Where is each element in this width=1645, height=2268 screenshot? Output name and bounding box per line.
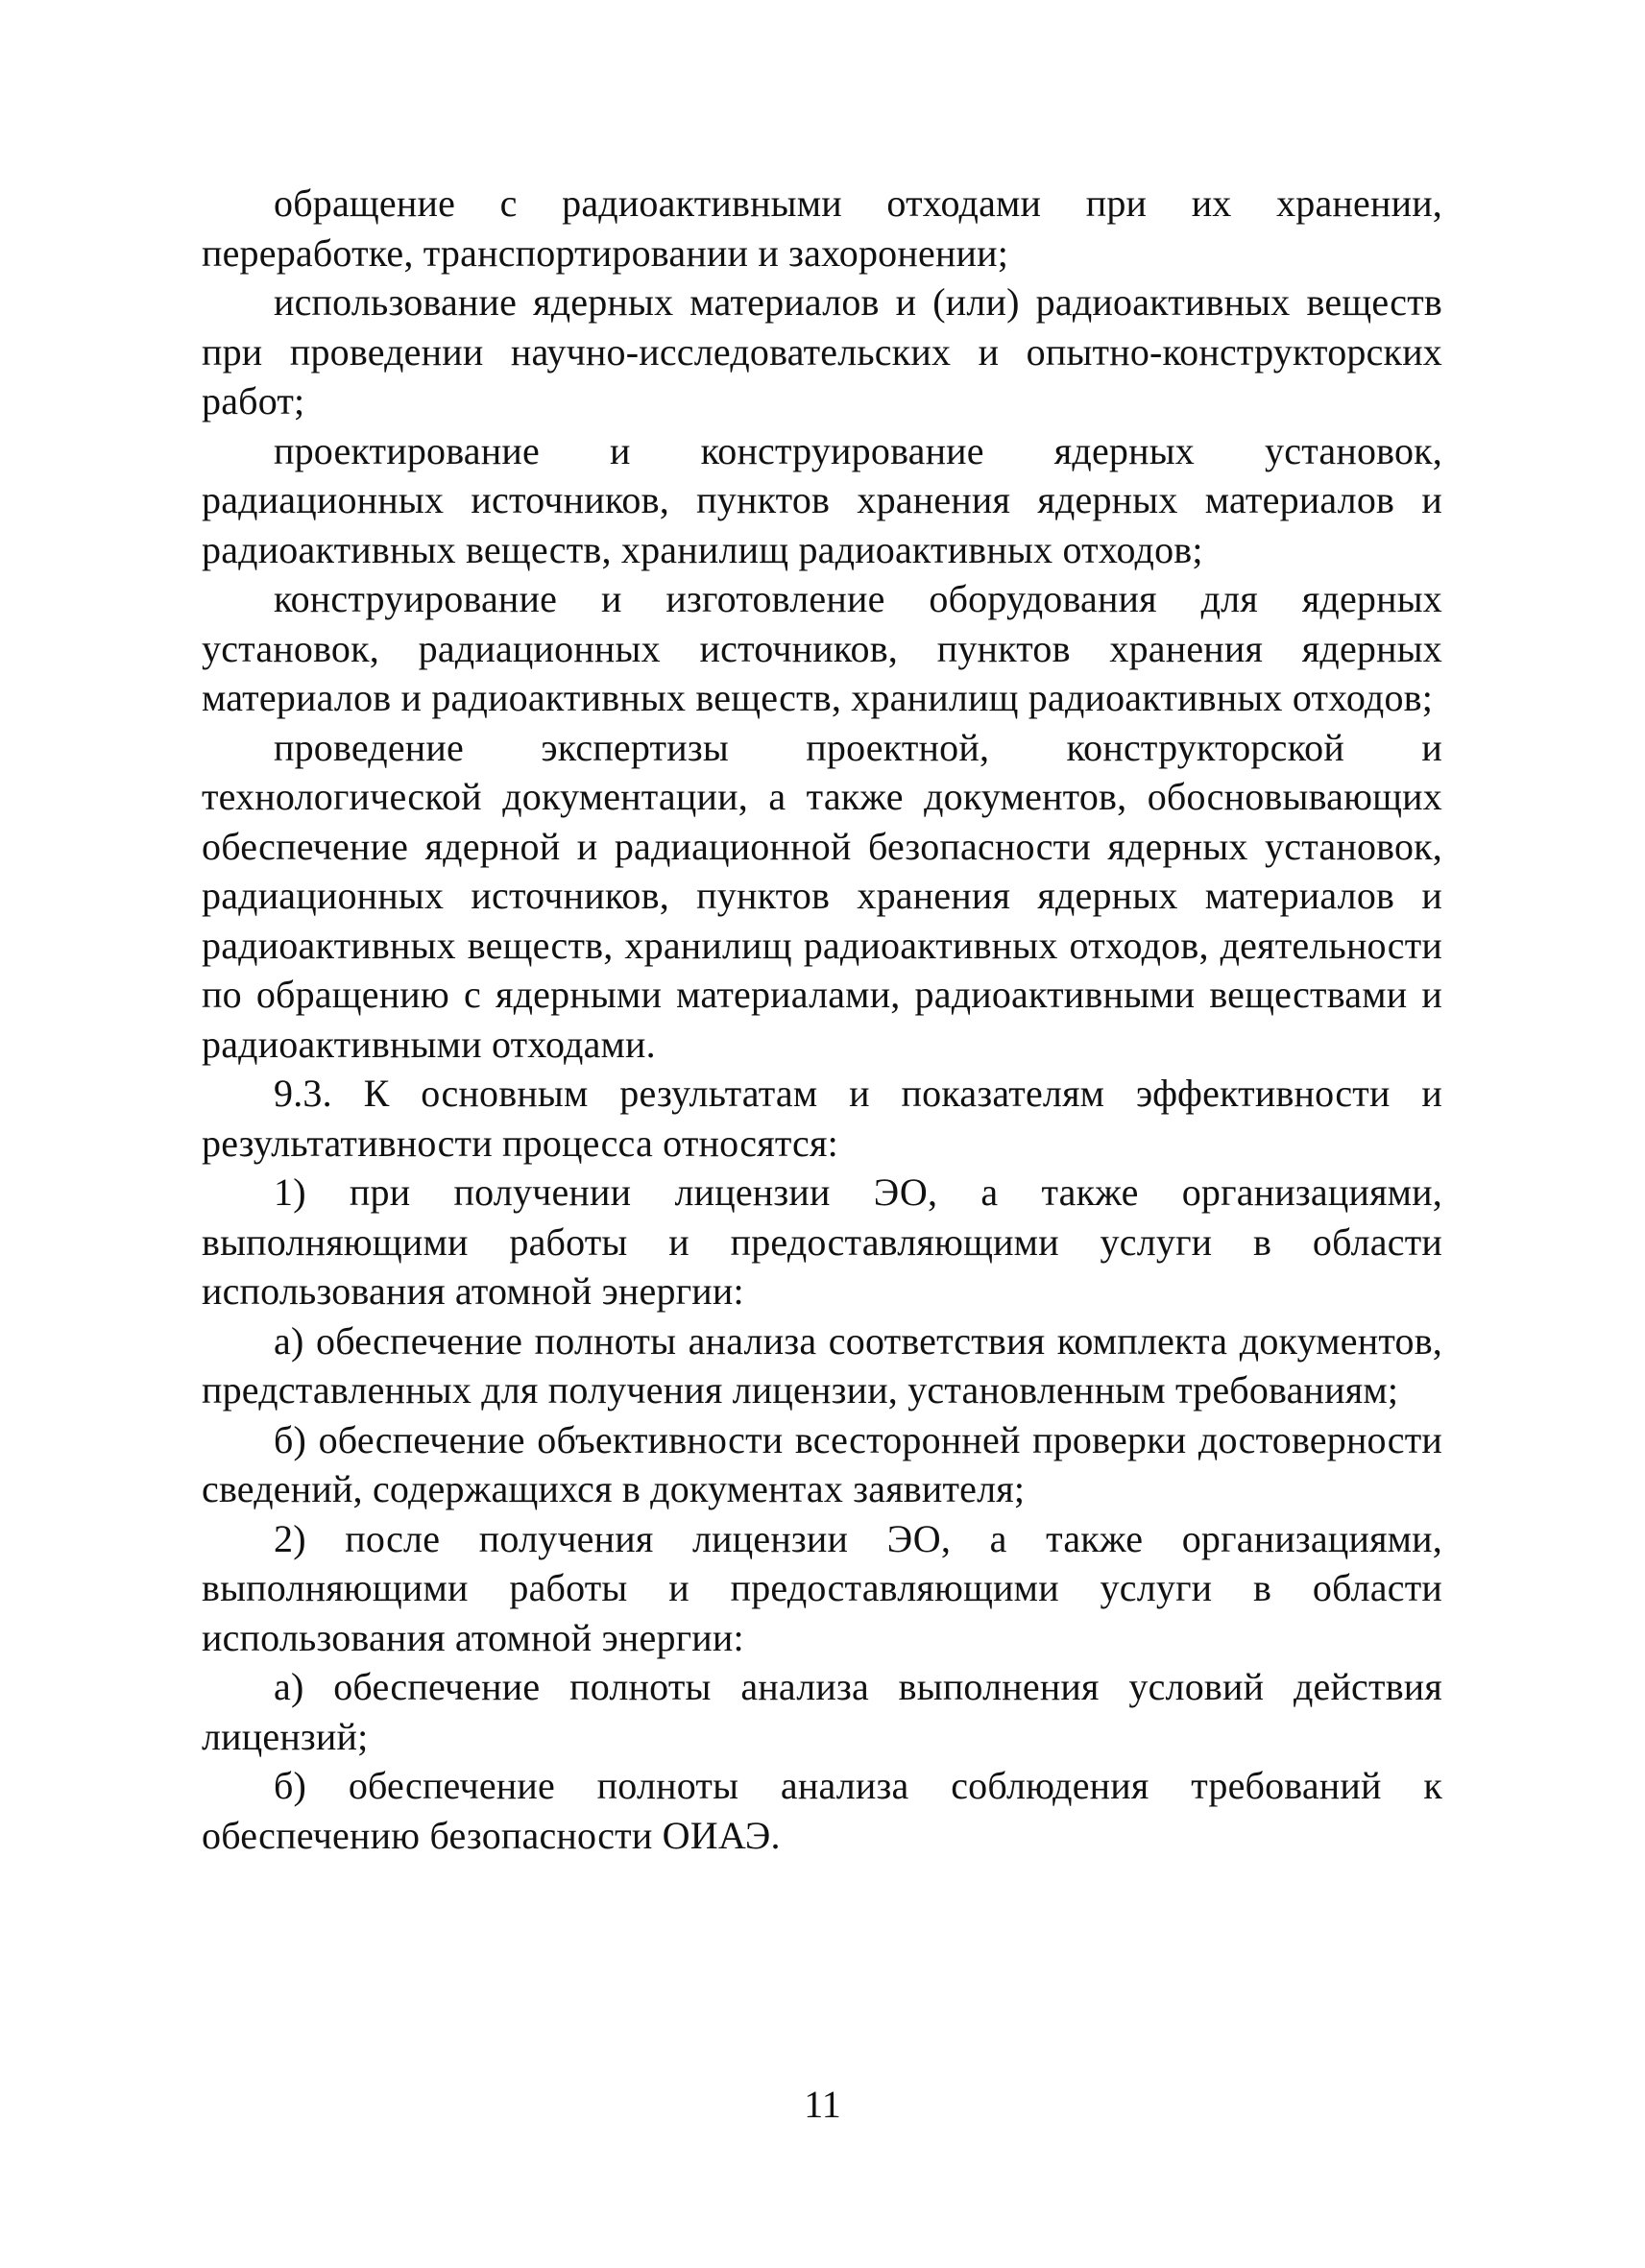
paragraph-10: 2) после получения лицензии ЭО, а также организациями, выполняющими работы и предоставляющими услуги в области использования атомной энергии:	[202, 1516, 1442, 1659]
paragraph-9: б) обеспечение объективности всесторонней проверки достоверности сведений, содержащихся в документах заявителя;	[202, 1417, 1442, 1510]
paragraph-12: б) обеспечение полноты анализа соблюдения требований к обеспечению безопасности ОИАЭ.	[202, 1764, 1442, 1857]
paragraph-11: а) обеспечение полноты анализа выполнения условий действия лицензий;	[202, 1665, 1442, 1758]
paragraph-5: проведение экспертизы проектной, конструкторской и технологической документации, а также документов, обосновывающих обеспечение ядерной и радиационной безопасности ядерных установок, радиационных источников, пунктов хранения ядерных материалов и радиоактивных веществ, хранилищ радиоактивных отходов, деятельности по обращению с ядерными материалами, радиоактивными веществами и радиоактивными отходами.	[202, 725, 1442, 1066]
paragraph-7: 1) при получении лицензии ЭО, а также организациями, выполняющими работы и предоставляющими услуги в области использования атомной энергии:	[202, 1170, 1442, 1313]
paragraph-8: а) обеспечение полноты анализа соответствия комплекта документов, представленных для получения лицензии, установленным требованиям;	[202, 1318, 1442, 1411]
paragraph-2: использование ядерных материалов и (или) радиоактивных веществ при проведении научно-исследовательских и опытно-конструкторских работ;	[202, 280, 1442, 422]
page-number: 11	[804, 2083, 841, 2126]
paragraph-1: обращение с радиоактивными отходами при их хранении, переработке, транспортировании и захоронении;	[202, 181, 1442, 275]
document-page	[202, 179, 1442, 1860]
paragraph-6: 9.3. К основным результатам и показателям эффективности и результативности процесса относятся:	[202, 1072, 1442, 1165]
paragraph-4: конструирование и изготовление оборудования для ядерных установок, радиационных источников, пунктов хранения ядерных материалов и радиоактивных веществ, хранилищ радиоактивных отходов;	[202, 577, 1442, 719]
paragraph-3: проектирование и конструирование ядерных установок, радиационных источников, пунктов хранения ядерных материалов и радиоактивных веществ, хранилищ радиоактивных отходов;	[202, 428, 1442, 571]
